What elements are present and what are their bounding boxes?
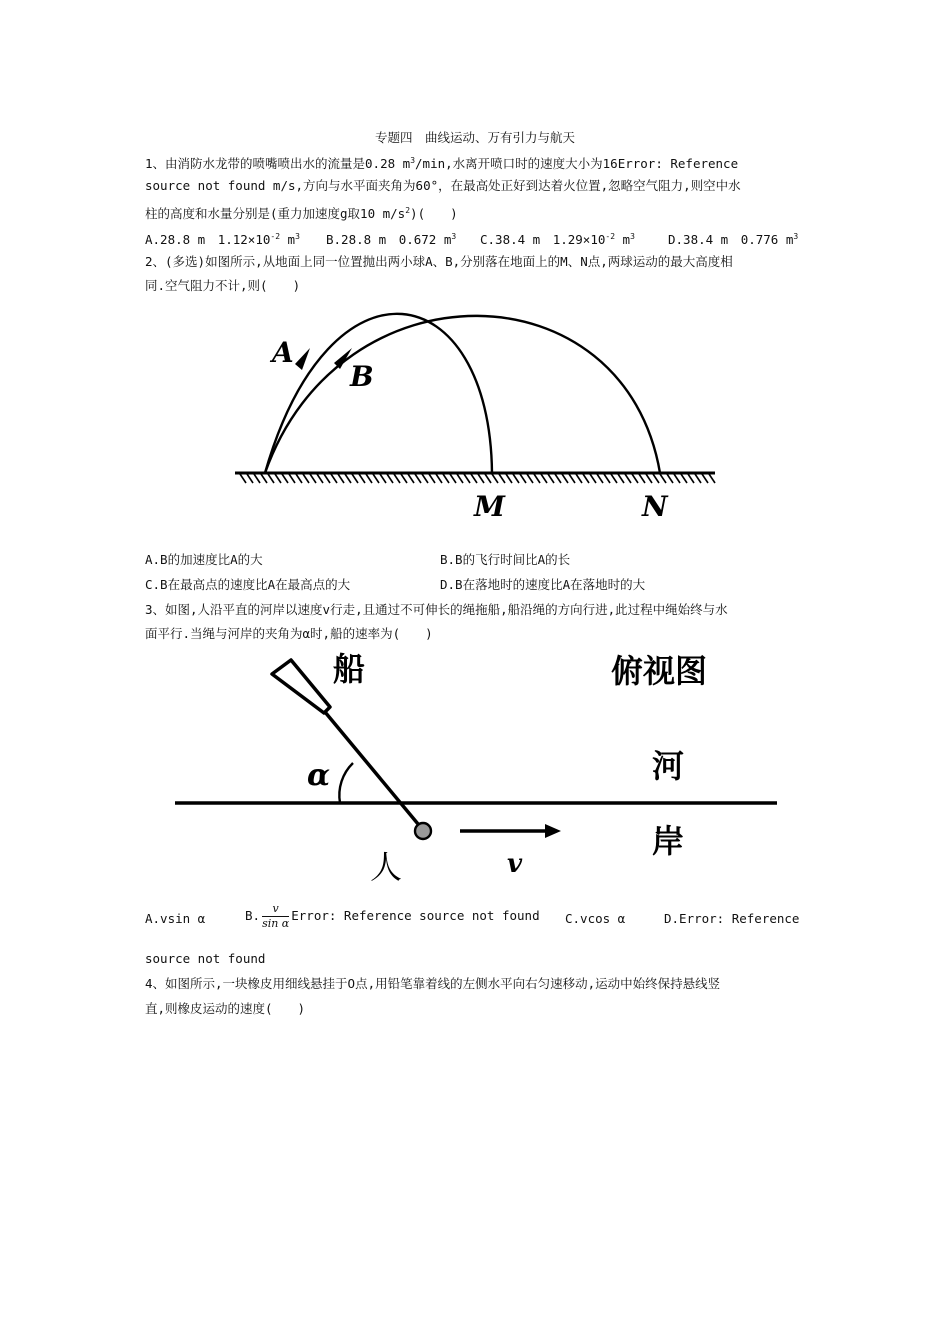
ground-hatch-mark <box>527 474 533 483</box>
q3-option-c[interactable]: C.vcos α <box>565 911 626 926</box>
q3-option-b[interactable]: B. $\frac{v}{\text{sin α}}$ Error: Reference source not found <box>245 902 540 930</box>
ground-hatch-mark <box>338 474 344 483</box>
ground-hatch-mark <box>702 474 708 483</box>
ground-hatch-mark <box>478 474 484 483</box>
ground-hatch-mark <box>303 474 309 483</box>
q3-option-b-fraction: $\frac{v}{\text{sin α}}$ <box>262 902 290 930</box>
ground-hatch-mark <box>681 474 687 483</box>
ground-hatch-mark <box>282 474 288 483</box>
ground-hatch-mark <box>695 474 701 483</box>
ground-hatch-mark <box>653 474 659 483</box>
ground-hatch-mark <box>436 474 442 483</box>
ground-hatch-mark <box>247 474 253 483</box>
ground-hatch-mark <box>562 474 568 483</box>
view-label: 俯视图 <box>611 652 708 690</box>
ground-hatch-mark <box>345 474 351 483</box>
ground-hatch-mark <box>317 474 323 483</box>
ground-hatch-mark <box>471 474 477 483</box>
label-a: A <box>272 336 294 369</box>
projectile-figure <box>230 296 720 526</box>
q1-option-a[interactable]: A.28.8 m $1.12\times 10^{-2}$ $m^3$ <box>145 232 300 247</box>
ground-hatch-mark <box>366 474 372 483</box>
q1-option-d[interactable]: D.38.4 m 0.776 $m^3$ <box>668 232 799 247</box>
q4-line-2: 直,则橡皮运动的速度( ) <box>145 1001 306 1016</box>
ground-hatch-mark <box>513 474 519 483</box>
q3-line-1: 3、如图,人沿平直的河岸以速度v行走,且通过不可伸长的绳拖船,船沿绳的方向行进,此过程中绳始终与水 <box>145 602 728 617</box>
ground-hatch-mark <box>429 474 435 483</box>
q1-option-c[interactable]: C.38.4 m $1.29\times 10^{-2}$ $m^3$ <box>480 232 635 247</box>
ground-hatch-mark <box>506 474 512 483</box>
q2-option-b[interactable]: B.B的飞行时间比A的长 <box>440 552 571 567</box>
ground-hatch-mark <box>674 474 680 483</box>
ground-hatch-mark <box>667 474 673 483</box>
ground-hatch-mark <box>380 474 386 483</box>
ground-hatch-mark <box>541 474 547 483</box>
river-label: 河 <box>652 747 685 785</box>
ground-hatch-mark <box>688 474 694 483</box>
river-figure <box>165 640 785 890</box>
ground-hatch-mark <box>359 474 365 483</box>
ground-hatch-mark <box>660 474 666 483</box>
ground-hatch-mark <box>632 474 638 483</box>
ground-hatch-mark <box>576 474 582 483</box>
ground-hatch-mark <box>296 474 302 483</box>
ground-hatch-mark <box>618 474 624 483</box>
person-dot <box>415 823 431 839</box>
rope <box>325 712 423 830</box>
ground-hatch-mark <box>289 474 295 483</box>
q1-line-3: 柱的高度和水量分别是(重力加速度g取10 $m/s^2$)( ) <box>145 206 458 221</box>
ground-hatch-mark <box>401 474 407 483</box>
ground-hatch-mark <box>625 474 631 483</box>
ground-hatch-mark <box>261 474 267 483</box>
ground-hatch-mark <box>499 474 505 483</box>
ground-hatch-mark <box>520 474 526 483</box>
ground-hatch-mark <box>408 474 414 483</box>
ground-hatch-mark <box>604 474 610 483</box>
ground-hatch-mark <box>709 474 715 483</box>
trajectory-a <box>265 314 492 473</box>
ground-hatch-mark <box>611 474 617 483</box>
q3-option-a[interactable]: A.vsin α <box>145 911 206 926</box>
label-m: M <box>474 490 505 523</box>
arrow-a <box>295 348 310 370</box>
q1-line-1: 1、由消防水龙带的喷嘴喷出水的流量是0.28 $m^3/\min$,水离开喷口时的速度大小为16Error: Reference <box>145 156 739 171</box>
boat-shape <box>272 660 330 713</box>
q3-option-d-continued: source not found <box>145 951 266 966</box>
ground-hatch-mark <box>352 474 358 483</box>
ground-hatch-mark <box>324 474 330 483</box>
q2-option-c[interactable]: C.B在最高点的速度比A在最高点的大 <box>145 577 351 592</box>
ground-hatch-mark <box>590 474 596 483</box>
q2-line-1: 2、(多选)如图所示,从地面上同一位置抛出两小球A、B,分别落在地面上的M、N点,两球运动的最大高度相 <box>145 254 733 269</box>
alpha-label: α <box>307 758 331 793</box>
ground-hatch-mark <box>639 474 645 483</box>
q2-option-d[interactable]: D.B在落地时的速度比A在落地时的大 <box>440 577 646 592</box>
ground-hatch-mark <box>331 474 337 483</box>
ground-hatch-mark <box>485 474 491 483</box>
bank-label: 岸 <box>652 822 685 860</box>
person-label: 人 <box>370 848 403 886</box>
boat-label: 船 <box>333 650 366 688</box>
ground-hatch-mark <box>569 474 575 483</box>
ground-hatch-mark <box>275 474 281 483</box>
ground-hatch-mark <box>464 474 470 483</box>
q1-option-b[interactable]: B.28.8 m 0.672 $m^3$ <box>326 232 457 247</box>
ground-hatch-mark <box>240 474 246 483</box>
ground-hatch-mark <box>555 474 561 483</box>
ground-hatch-mark <box>597 474 603 483</box>
ground-hatch-mark <box>394 474 400 483</box>
ground-hatch-mark <box>268 474 274 483</box>
q2-option-a[interactable]: A.B的加速度比A的大 <box>145 552 263 567</box>
ground-hatch-mark <box>373 474 379 483</box>
q3-option-d[interactable]: D.Error: Reference <box>664 911 800 926</box>
page-title: 专题四 曲线运动、万有引力与航天 <box>374 130 575 145</box>
ground-hatch-mark <box>450 474 456 483</box>
ground-hatch-mark <box>443 474 449 483</box>
label-n: N <box>642 490 668 523</box>
ground-hatch-mark <box>310 474 316 483</box>
ground-hatch-mark <box>415 474 421 483</box>
ground <box>235 473 715 483</box>
ground-hatch-mark <box>534 474 540 483</box>
q3-line-2: 面平行.当绳与河岸的夹角为α时,船的速率为( ) <box>145 626 433 641</box>
ground-hatch-mark <box>492 474 498 483</box>
angle-arc <box>339 763 353 803</box>
ground-hatch-mark <box>457 474 463 483</box>
q1-line-2: source not found m/s,方向与水平面夹角为60°，在最高处正好到达着火位置,忽略空气阻力,则空中水 <box>145 178 741 193</box>
label-b: B <box>350 360 374 393</box>
ground-hatch-mark <box>387 474 393 483</box>
ground-hatch-mark <box>254 474 260 483</box>
q4-line-1: 4、如图所示,一块橡皮用细线悬挂于O点,用铅笔靠着线的左侧水平向右匀速移动,运动中始终保持悬线竖 <box>145 976 721 991</box>
ground-hatch-mark <box>646 474 652 483</box>
velocity-label: v <box>507 849 523 879</box>
trajectory-b <box>265 316 660 473</box>
ground-hatch-mark <box>583 474 589 483</box>
ground-hatch-mark <box>548 474 554 483</box>
ground-hatch-mark <box>422 474 428 483</box>
velocity-arrow-head <box>545 824 561 838</box>
q2-line-2: 同.空气阻力不计,则( ) <box>145 278 301 293</box>
